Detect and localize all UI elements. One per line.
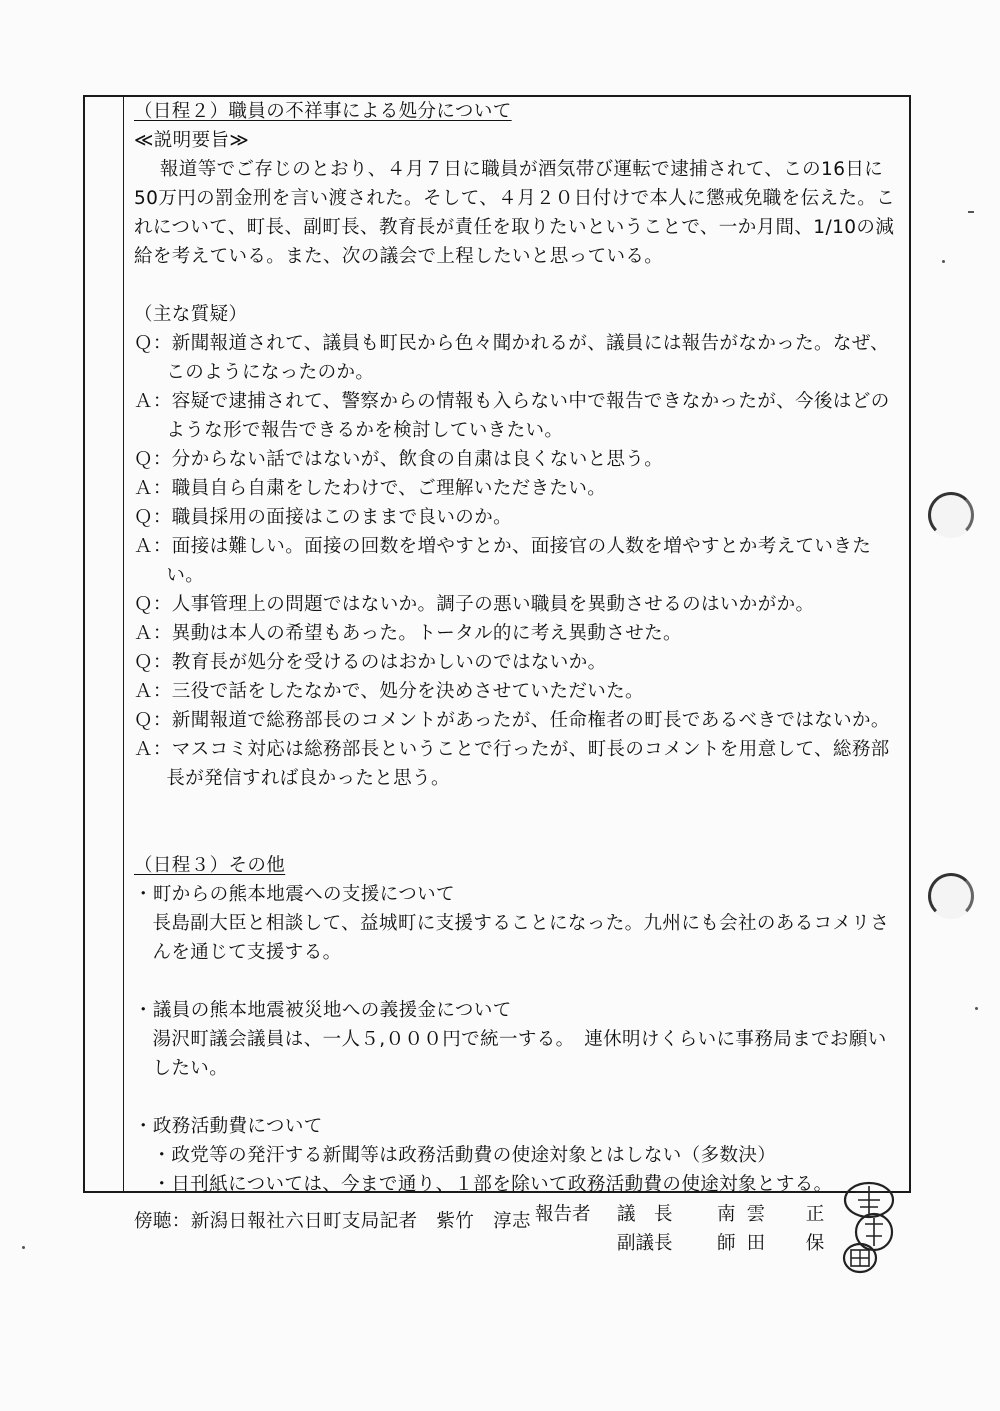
scan-speck xyxy=(942,260,945,263)
reporter-name: 南雲 正 xyxy=(717,1204,836,1225)
scan-speck xyxy=(22,1246,25,1249)
reporter-row xyxy=(535,1229,836,1258)
qa-item: Ａ：三役で話をしたなかで、処分を決めさせていただいた。 xyxy=(134,681,644,702)
reporter-title: 副議長 xyxy=(617,1233,673,1254)
qa-item: Ａ：容疑で逮捕されて、警察からの情報も入らない中で報告できなかったが、今後はどのような形で報告できるかを検討していきたい。 xyxy=(134,391,890,441)
item-body: 湯沢町議会議員は、一人５,０００円で統一する。 連休明けくらいに事務局までお願いしたい。 xyxy=(152,1029,887,1079)
summary-text: 報道等でご存じのとおり、４月７日に職員が酒気帯び運転で逮捕されて、この16日に50万円の罰金刑を言い渡された。そして、４月２０日付けで本人に懲戒免職を伝えた。これについて、町長、副町長、教育長が責任を取りたいということで、一か月間、1/10の減給を考えている。また、次の議会で上程したいと思っている。 xyxy=(134,159,896,267)
item-heading: ・町からの熊本地震への支援について xyxy=(134,884,455,905)
policy-heading: ・政務活動費について xyxy=(134,1116,323,1137)
item-heading: ・議員の熊本地震被災地への義援金について xyxy=(134,1000,512,1021)
qa-item: Ｑ：職員採用の面接はこのままで良いのか。 xyxy=(134,507,513,528)
seal-stamp xyxy=(844,1244,876,1272)
policy-point: ・日刊紙については、今まで通り、１部を除いて政務活動費の使途対象とする。 xyxy=(152,1174,833,1195)
personal-seals xyxy=(838,1180,900,1276)
section3-title: （日程３）その他 xyxy=(134,855,286,876)
qa-item: Ｑ：新聞報道されて、議員も町民から色々聞かれるが、議員には報告がなかった。なぜ、このようになったのか。 xyxy=(134,333,890,383)
reporter-name: 師田 保 xyxy=(717,1233,836,1254)
qa-item: Ａ：マスコミ対応は総務部長ということで行ったが、町長のコメントを用意して、総務部長が発信すれば良かったと思う。 xyxy=(134,739,890,789)
qa-item: Ｑ：新聞報道で総務部長のコメントがあったが、任命権者の町長であるべきではないか。 xyxy=(134,710,890,731)
qa-item: Ｑ：分からない話ではないが、飲食の自粛は良くないと思う。 xyxy=(134,449,664,470)
section2-title: （日程２）職員の不祥事による処分について xyxy=(134,101,512,122)
observer-line: 傍聴：新潟日報社六日町支局記者 紫竹 淳志 xyxy=(134,1211,531,1232)
item-body: 長島副大臣と相談して、益城町に支援することになった。九州にも会社のあるコメリさんを通じて支援する。 xyxy=(152,913,890,963)
qa-label: （主な質疑） xyxy=(134,304,248,325)
qa-item: Ｑ：教育長が処分を受けるのはおかしいのではないか。 xyxy=(134,652,607,673)
policy-point: ・政党等の発汗する新聞等は政務活動費の使途対象とはしない（多数決） xyxy=(152,1145,777,1166)
summary-label: ≪説明要旨≫ xyxy=(134,130,250,151)
scan-speck xyxy=(968,211,974,213)
reporter-block xyxy=(535,1200,836,1258)
scan-speck xyxy=(975,1007,978,1010)
report-body xyxy=(134,97,904,1236)
qa-item: Ａ：異動は本人の希望もあった。トータル的に考え異動させた。 xyxy=(134,623,682,644)
qa-item: Ａ：面接は難しい。面接の回数を増やすとか、面接官の人数を増やすとか考えていきたい。 xyxy=(134,536,872,586)
reporter-title: 議 長 xyxy=(617,1204,673,1225)
reporter-role: 報告者 xyxy=(535,1204,591,1225)
punch-hole xyxy=(928,492,974,538)
qa-item: Ｑ：人事管理上の問題ではないか。調子の悪い職員を異動させるのはいかがか。 xyxy=(134,594,815,615)
margin-rule xyxy=(123,97,124,1191)
punch-hole xyxy=(928,873,974,919)
seal-stamp xyxy=(845,1183,893,1217)
reporter-row xyxy=(535,1200,836,1229)
qa-item: Ａ：職員自ら自粛をしたわけで、ご理解いただきたい。 xyxy=(134,478,607,499)
